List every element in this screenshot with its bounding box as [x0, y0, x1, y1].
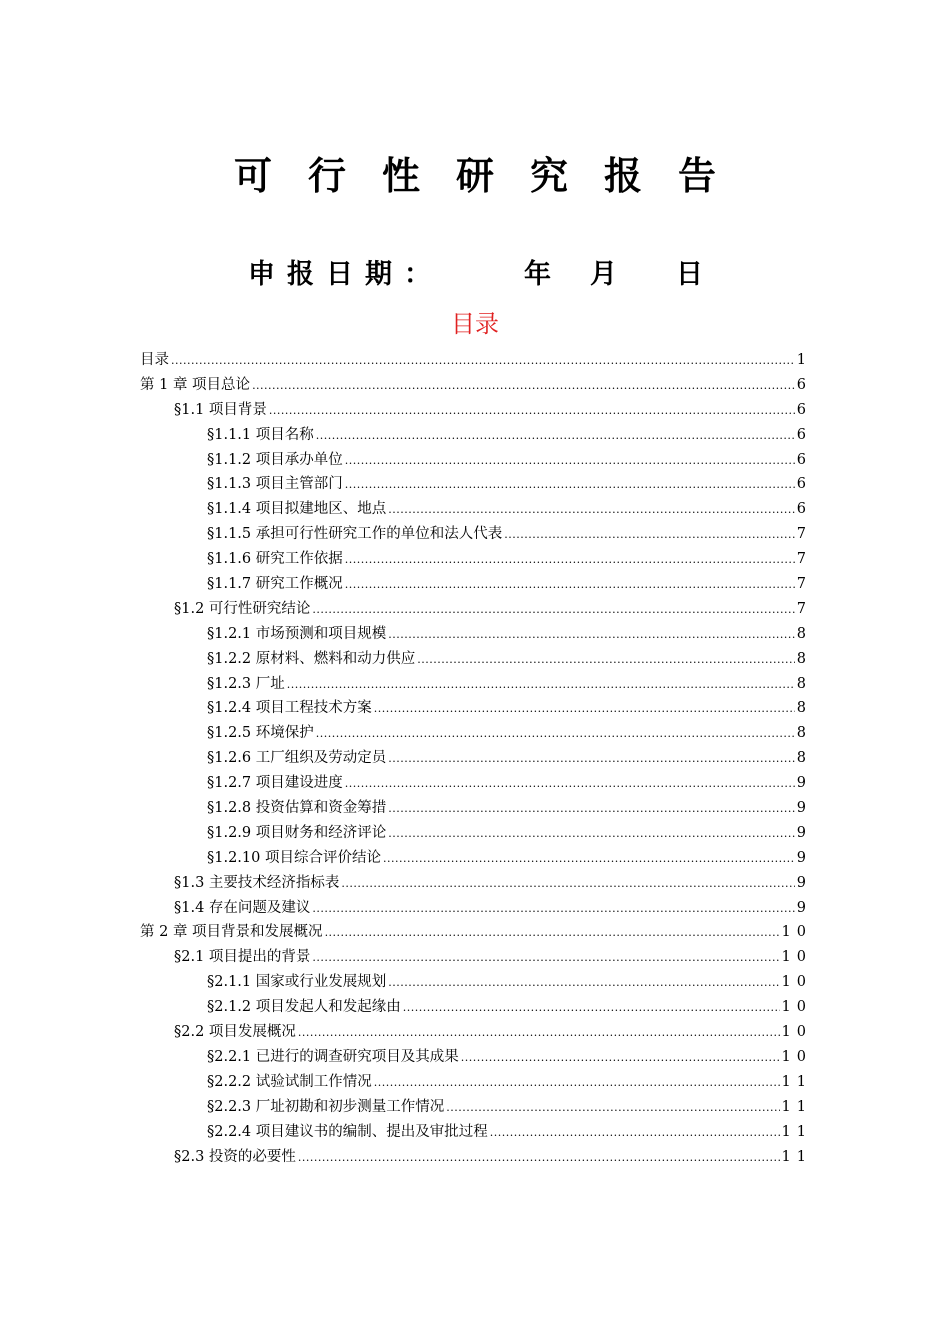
toc-dot-leader — [490, 1120, 780, 1145]
toc-dot-leader — [325, 920, 780, 945]
toc-entry-page: 7 — [796, 600, 812, 617]
toc-dot-leader — [298, 1145, 780, 1170]
toc-entry-title: §1.2.3 厂址 — [207, 675, 285, 692]
toc-entry-title: §2.1.1 国家或行业发展规划 — [207, 974, 387, 991]
toc-entry[interactable] — [140, 796, 812, 821]
toc-entry-title: 第 2 章 项目背景和发展概况 — [140, 924, 323, 941]
toc-dot-leader — [287, 672, 795, 697]
toc-dot-leader — [374, 696, 795, 721]
toc-entry-title: §2.1 项目提出的背景 — [174, 949, 311, 966]
toc-dot-leader — [345, 547, 795, 572]
toc-entry-title: §2.1.2 项目发起人和发起缘由 — [207, 999, 401, 1016]
toc-entry-title: §1.2.6 工厂组织及劳动定员 — [207, 750, 387, 767]
toc-entry-page: 8 — [796, 675, 812, 692]
toc-dot-leader — [252, 373, 795, 398]
toc-entry[interactable] — [140, 871, 812, 896]
toc-entry-page: 6 — [796, 476, 812, 493]
toc-entry[interactable] — [140, 1020, 812, 1045]
toc-entry-page: 11 — [781, 1098, 812, 1115]
toc-dot-leader — [374, 1070, 780, 1095]
toc-entry-page: 8 — [796, 750, 812, 767]
toc-entry[interactable] — [140, 1120, 812, 1145]
toc-entry-page: 8 — [796, 725, 812, 742]
toc-dot-leader — [269, 398, 795, 423]
toc-dot-leader — [312, 597, 794, 622]
toc-entry-page: 6 — [796, 376, 812, 393]
toc-dot-leader — [446, 1095, 779, 1120]
toc-dot-leader — [345, 472, 795, 497]
toc-entry-page: 10 — [781, 1048, 812, 1065]
toc-entry[interactable] — [140, 846, 812, 871]
toc-entry-title: §1.2 可行性研究结论 — [174, 600, 311, 617]
toc-entry[interactable] — [140, 398, 812, 423]
toc-entry-page: 9 — [796, 824, 812, 841]
toc-entry-title: §1.1.3 项目主管部门 — [207, 476, 343, 493]
toc-dot-leader — [345, 572, 795, 597]
toc-entry-page: 7 — [796, 576, 812, 593]
toc-entry[interactable] — [140, 1095, 812, 1120]
toc-entry-page: 9 — [796, 899, 812, 916]
toc-dot-leader — [316, 721, 795, 746]
toc-entry-page: 10 — [781, 949, 812, 966]
toc-dot-leader — [312, 945, 779, 970]
toc-entry-page: 6 — [796, 426, 812, 443]
toc-dot-leader — [171, 348, 795, 373]
toc-entry-title: §1.2.1 市场预测和项目规模 — [207, 625, 387, 642]
toc-entry[interactable] — [140, 472, 812, 497]
toc-entry-title: §2.2.4 项目建议书的编制、提出及审批过程 — [207, 1123, 488, 1140]
toc-entry-page: 1 — [796, 352, 812, 368]
toc-entry-page: 7 — [796, 551, 812, 568]
toc-entry[interactable] — [140, 970, 812, 995]
toc-entry[interactable] — [140, 423, 812, 448]
toc-entry-page: 10 — [781, 1024, 812, 1041]
toc-dot-leader — [388, 746, 795, 771]
toc-entry-title: §1.1.7 研究工作概况 — [207, 576, 343, 593]
toc-dot-leader — [417, 647, 795, 672]
document-title: 可行性研究报告 — [233, 154, 752, 198]
toc-entry[interactable] — [140, 572, 812, 597]
toc-entry-title: 第 1 章 项目总论 — [140, 376, 251, 393]
declaration-date-line — [248, 255, 718, 295]
toc-entry-page: 8 — [796, 650, 812, 667]
toc-entry[interactable] — [140, 1070, 812, 1095]
toc-dot-leader — [298, 1020, 780, 1045]
toc-entry[interactable] — [140, 497, 812, 522]
toc-dot-leader — [504, 522, 795, 547]
toc-entry-title: §1.1.4 项目拟建地区、地点 — [207, 501, 387, 518]
toc-entry-page: 6 — [796, 501, 812, 518]
toc-entry-title: §1.1.1 项目名称 — [207, 426, 314, 443]
table-of-contents — [140, 348, 812, 1169]
toc-dot-leader — [388, 821, 795, 846]
date-month-label: 月 — [590, 259, 617, 290]
toc-entry-page: 9 — [796, 800, 812, 817]
toc-entry[interactable] — [140, 647, 812, 672]
toc-entry-page: 11 — [781, 1123, 812, 1140]
toc-entry-title: §1.1.2 项目承办单位 — [207, 451, 343, 468]
toc-entry-page: 8 — [796, 625, 812, 642]
toc-entry-title: §1.2.10 项目综合评价结论 — [207, 849, 381, 866]
toc-entry-page: 9 — [796, 849, 812, 866]
toc-dot-leader — [388, 970, 779, 995]
date-label: 申报日期： — [248, 259, 443, 290]
toc-entry-page: 9 — [796, 874, 812, 891]
toc-entry-page: 9 — [796, 775, 812, 792]
toc-dot-leader — [341, 871, 794, 896]
toc-entry-title: §1.2.8 投资估算和资金筹措 — [207, 800, 387, 817]
toc-entry[interactable] — [140, 896, 812, 921]
toc-entry-title: §1.1.5 承担可行性研究工作的单位和法人代表 — [207, 526, 503, 543]
toc-entry[interactable] — [140, 995, 812, 1020]
toc-entry-title: §1.4 存在问题及建议 — [174, 899, 311, 916]
toc-entry-title: 目录 — [140, 352, 169, 368]
toc-entry-title: §1.2.4 项目工程技术方案 — [207, 700, 372, 717]
toc-entry-title: §1.2.5 环境保护 — [207, 725, 314, 742]
toc-entry[interactable] — [140, 597, 812, 622]
toc-entry-page: 10 — [781, 924, 812, 941]
toc-entry-page: 11 — [781, 1148, 812, 1165]
toc-entry[interactable] — [140, 373, 812, 398]
toc-dot-leader — [312, 896, 794, 921]
toc-dot-leader — [383, 846, 795, 871]
toc-entry[interactable] — [140, 746, 812, 771]
toc-entry-title: §1.1 项目背景 — [174, 401, 267, 418]
toc-entry[interactable] — [140, 672, 812, 697]
toc-entry[interactable] — [140, 1145, 812, 1170]
toc-entry-page: 7 — [796, 526, 812, 543]
toc-heading: 目录 — [451, 310, 499, 338]
toc-entry[interactable] — [140, 622, 812, 647]
toc-entry[interactable] — [140, 522, 812, 547]
toc-entry-title: §2.3 投资的必要性 — [174, 1148, 296, 1165]
date-day-label: 日 — [676, 259, 703, 290]
toc-entry-title: §1.2.9 项目财务和经济评论 — [207, 824, 387, 841]
toc-dot-leader — [403, 995, 780, 1020]
toc-dot-leader — [388, 497, 795, 522]
toc-dot-leader — [345, 771, 795, 796]
toc-dot-leader — [388, 622, 795, 647]
toc-entry-title: §1.2.2 原材料、燃料和动力供应 — [207, 650, 416, 667]
toc-entry-title: §1.2.7 项目建设进度 — [207, 775, 343, 792]
toc-entry[interactable] — [140, 821, 812, 846]
toc-entry[interactable] — [140, 547, 812, 572]
toc-entry-page: 10 — [781, 974, 812, 991]
toc-entry[interactable] — [140, 1045, 812, 1070]
toc-dot-leader — [388, 796, 795, 821]
toc-entry[interactable] — [140, 696, 812, 721]
toc-entry-title: §1.1.6 研究工作依据 — [207, 551, 343, 568]
toc-dot-leader — [461, 1045, 780, 1070]
toc-entry-title: §2.2.2 试验试制工作情况 — [207, 1073, 372, 1090]
date-year-label: 年 — [524, 259, 551, 290]
toc-entry-page: 8 — [796, 700, 812, 717]
toc-dot-leader — [345, 448, 795, 473]
toc-entry[interactable] — [140, 945, 812, 970]
toc-entry-page: 11 — [781, 1073, 812, 1090]
toc-entry-title: §2.2.3 厂址初勘和初步测量工作情况 — [207, 1098, 445, 1115]
toc-entry[interactable] — [140, 771, 812, 796]
toc-entry[interactable] — [140, 920, 812, 945]
toc-entry-page: 6 — [796, 401, 812, 418]
toc-entry[interactable] — [140, 448, 812, 473]
toc-dot-leader — [316, 423, 795, 448]
toc-entry-page: 6 — [796, 451, 812, 468]
toc-entry[interactable] — [140, 721, 812, 746]
toc-entry-title: §2.2.1 已进行的调查研究项目及其成果 — [207, 1048, 459, 1065]
toc-entry-page: 10 — [781, 999, 812, 1016]
toc-entry-title: §2.2 项目发展概况 — [174, 1024, 296, 1041]
toc-entry-title: §1.3 主要技术经济指标表 — [174, 874, 340, 891]
toc-entry[interactable] — [140, 348, 812, 373]
